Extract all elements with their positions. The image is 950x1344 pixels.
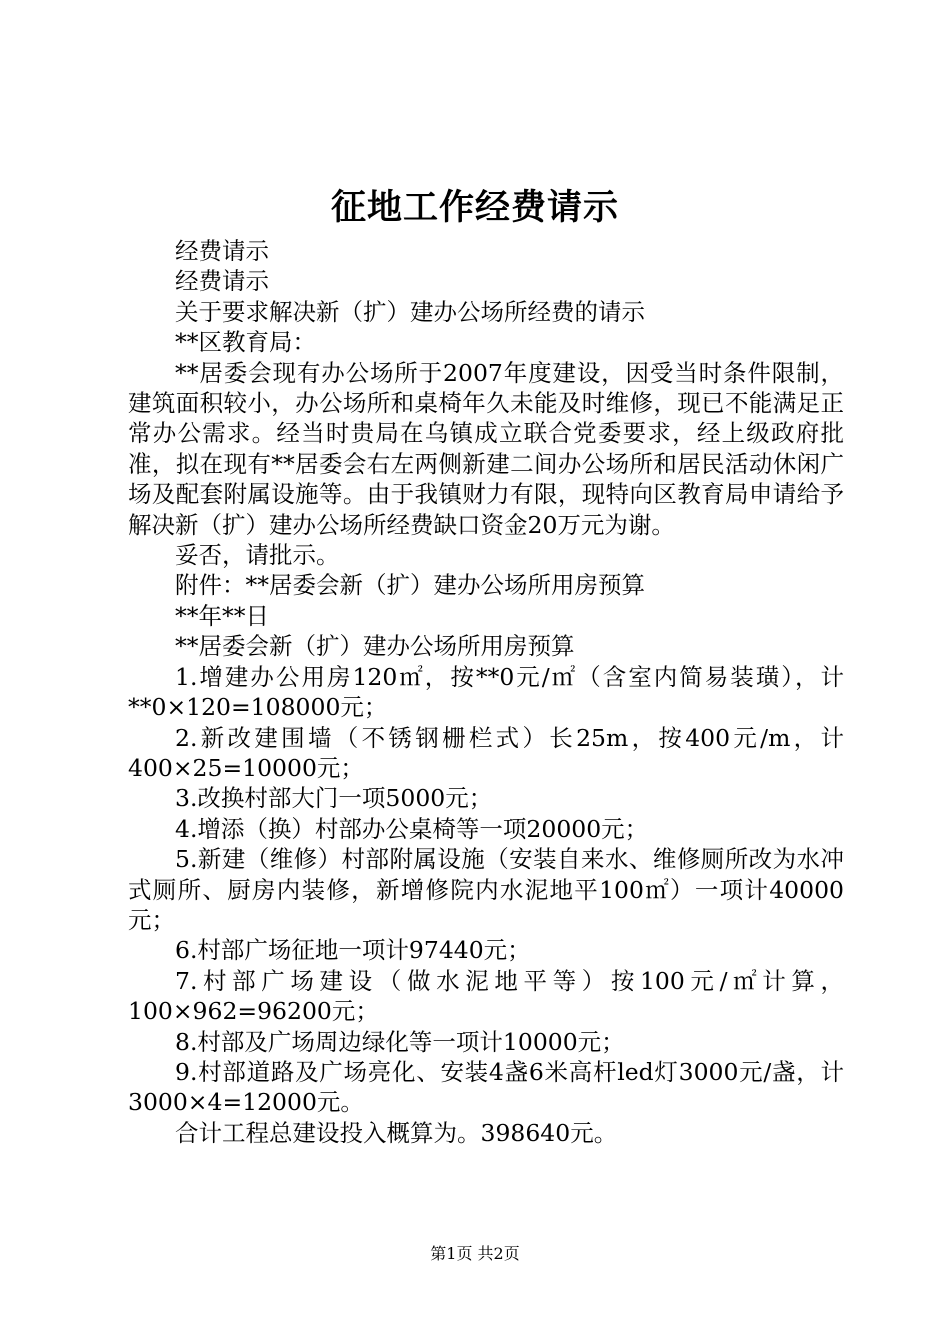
budget-item-9: 9.村部道路及广场亮化、安装4盏6米高杆led灯3000元/盏，计3000×4=12000元。: [128, 1057, 844, 1117]
paragraph-heading-2: 经费请示: [175, 267, 269, 296]
budget-item-2: 2.新改建围墙（不锈钢栅栏式）长25m，按400元/m，计400×25=10000元；: [128, 723, 844, 782]
paragraph-attachment: 附件：**居委会新（扩）建办公场所用房预算: [175, 571, 645, 600]
paragraph-closing: 妥否，请批示。: [175, 541, 340, 570]
budget-item-8: 8.村部及广场周边绿化等一项计10000元；: [175, 1027, 625, 1056]
budget-item-1: 1.增建办公用房120㎡，按**0元/㎡（含室内简易装璜），计**0×120=108000元；: [128, 662, 844, 722]
budget-item-6: 6.村部广场征地一项计97440元；: [175, 936, 531, 965]
budget-item-3: 3.改换村部大门一项5000元；: [175, 784, 493, 813]
budget-item-4: 4.增添（换）村部办公桌椅等一项20000元；: [175, 814, 649, 843]
paragraph-addressee: **区教育局：: [175, 328, 316, 357]
page-footer: 第1页 共2页: [430, 1244, 520, 1263]
budget-item-7: 7.村部广场建设（做水泥地平等）按100元/㎡计算，100×962=96200元；: [128, 966, 844, 1026]
paragraph-heading-1: 经费请示: [175, 237, 269, 265]
paragraph-main-request: **居委会现有办公场所于2007年度建设，因受当时条件限制，建筑面积较小，办公场所和桌椅年久未能及时维修，现已不能满足正常办公需求。经当时贵局在乌镇成立联合党委要求，经上级政府批准，拟在现有**居委会右左两侧新建二间办公场所和居民活动休闲广场及配套附属设施等。由于我镇财力有限，现特向区教育局申请给予解决新（扩）建办公场所经费缺口资金20万元为谢。: [128, 358, 844, 539]
budget-item-5: 5.新建（维修）村部附属设施（安装自来水、维修厕所改为水冲式厕所、厨房内装修，新增修院内水泥地平100㎡）一项计40000元；: [128, 845, 844, 934]
paragraph-subject: 关于要求解决新（扩）建办公场所经费的请示: [175, 297, 645, 326]
document-body: [128, 236, 844, 1148]
paragraph-budget-title: **居委会新（扩）建办公场所用房预算: [175, 632, 575, 661]
document-title: 征地工作经费请示: [330, 187, 619, 228]
paragraph-date: **年**日: [175, 601, 269, 630]
budget-total: 合计工程总建设投入概算为。398640元。: [175, 1118, 618, 1147]
